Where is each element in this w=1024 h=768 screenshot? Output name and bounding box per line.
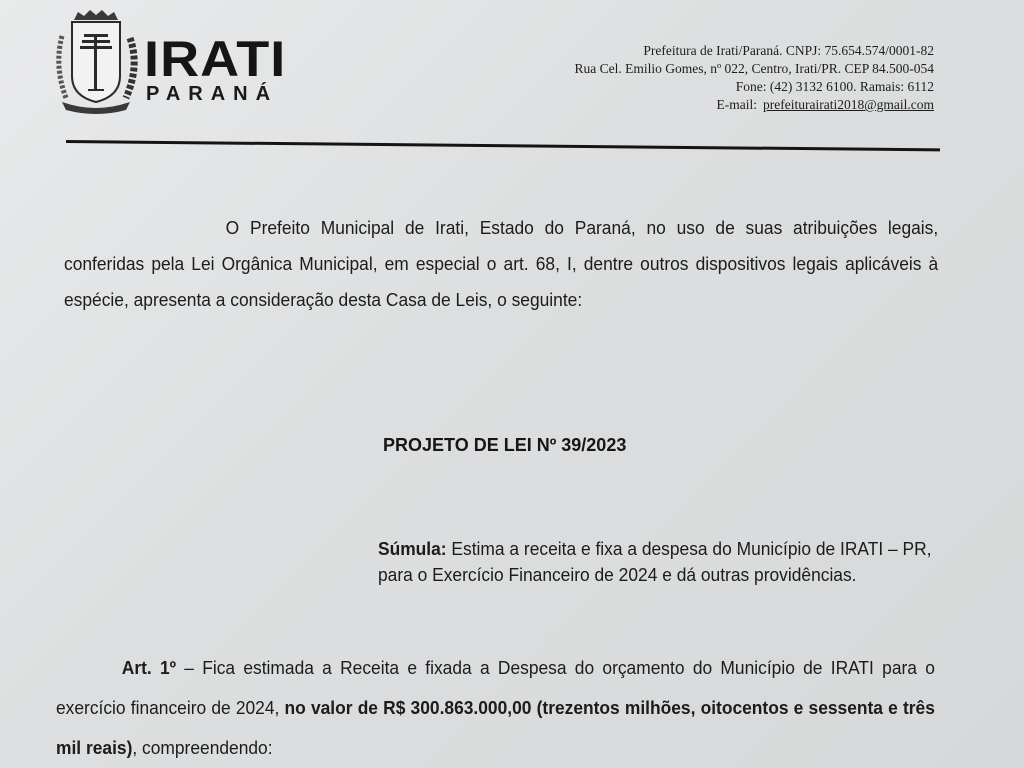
summary-label: Súmula: [378, 538, 447, 559]
coat-of-arms-icon [48, 6, 144, 116]
city-name: IRATI [144, 31, 287, 87]
article-1-amount: no valor de R$ 300.863.000,00 (trezentos milhões, oitocentos e sessenta e três mil reais) [56, 697, 935, 758]
contact-phone: Fone: (42) 3132 6100. Ramais: 6112 [735, 79, 934, 94]
header-divider [66, 140, 940, 151]
contact-cnpj: Prefeitura de Irati/Paraná. CNPJ: 75.654.574/0001-82 [643, 43, 934, 58]
irati-logo [48, 6, 288, 118]
contact-email [574, 96, 934, 114]
article-1-text-b: , compreendendo: [132, 737, 273, 758]
contact-address: Rua Cel. Emilio Gomes, nº 022, Centro, Irati/PR. CEP 84.500-054 [574, 61, 934, 76]
preamble-text: O Prefeito Municipal de Irati, Estado do Paraná, no uso de suas atribuições legais, conferidas pela Lei Orgânica Municipal, em especial o art. 68, I, dentre outros dispositivos legais aplicáveis à espécie, apresenta a consideração desta Casa de Leis, o seguinte: [64, 217, 939, 310]
summary-paragraph [378, 536, 942, 588]
summary-text: Estima a receita e fixa a despesa do Município de IRATI – PR, para o Exercício Financeiro de 2024 e dá outras providências. [378, 538, 932, 585]
article-1-label: Art. 1º [121, 657, 177, 678]
email-link[interactable]: prefeiturairati2018@gmail.com [763, 97, 934, 112]
state-name: PARANÁ [146, 83, 279, 105]
contact-block [574, 42, 934, 114]
article-1-paragraph [56, 648, 935, 768]
email-label: E-mail: [716, 97, 757, 112]
preamble-paragraph [64, 210, 938, 318]
law-title: PROJETO DE LEI Nº 39/2023 [383, 435, 627, 455]
article-1-text-a: – Fica estimada a Receita e fixada a Despesa do orçamento do Município de IRATI para o exercício financeiro de 2024, [56, 657, 935, 718]
